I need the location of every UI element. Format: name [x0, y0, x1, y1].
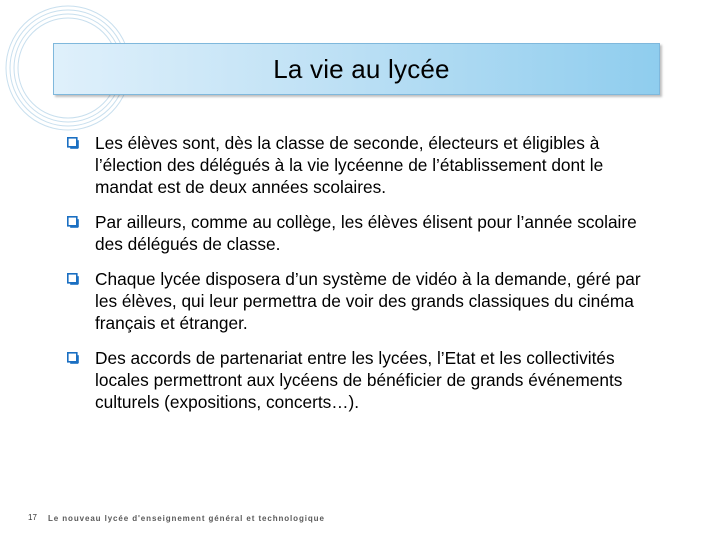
bullet-item [67, 211, 657, 255]
bullet-item [67, 347, 657, 413]
bullet-list [67, 132, 657, 426]
bullet-text: Les élèves sont, dès la classe de seconde, électeurs et éligibles à l’élection des délégués à la vie lycéenne de l’établissement dont le mandat est de deux années scolaires. [95, 133, 604, 197]
title-banner [53, 43, 660, 95]
checkbox-bullet-icon [67, 273, 79, 285]
checkbox-bullet-icon [67, 352, 79, 364]
checkbox-bullet-icon [67, 137, 79, 149]
bullet-text: Par ailleurs, comme au collège, les élèves élisent pour l’année scolaire des délégués de classe. [95, 212, 637, 254]
footer-caption: Le nouveau lycée d'enseignement général et technologique [48, 514, 325, 523]
bullet-text: Chaque lycée disposera d’un système de vidéo à la demande, géré par les élèves, qui leur permettra de voir des grands classiques du cinéma français et étranger. [95, 269, 641, 333]
checkbox-bullet-icon [67, 216, 79, 228]
bullet-text: Des accords de partenariat entre les lycées, l’Etat et les collectivités locales permettront aux lycéens de bénéficier de grands événements culturels (expositions, concerts…). [95, 348, 623, 412]
bullet-item [67, 132, 657, 198]
page-number: 17 [28, 513, 37, 522]
slide-title: La vie au lycée [273, 53, 450, 84]
bullet-item [67, 268, 657, 334]
